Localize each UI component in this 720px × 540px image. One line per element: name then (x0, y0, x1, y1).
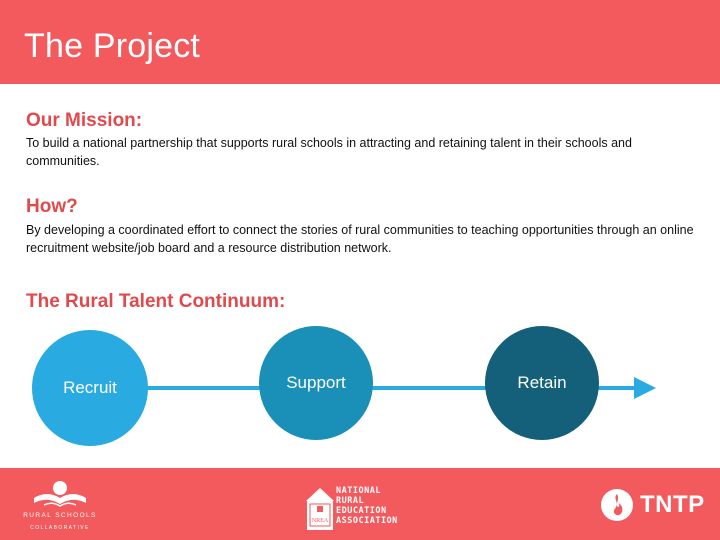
nrea-seal-text: NREA (311, 518, 329, 524)
flame-icon (600, 488, 634, 522)
nrea-line: RURAL (336, 496, 365, 506)
mission-text: To build a national partnership that supports rural schools in attracting and retaining talent in their schools and communities. (26, 136, 632, 168)
continuum-node-label: Support (286, 373, 346, 392)
continuum-node-label: Recruit (63, 378, 117, 397)
continuum-node-recruit (32, 330, 148, 446)
mission-heading: Our Mission: (26, 110, 143, 131)
nrea-wordmark (336, 486, 398, 526)
tntp-logo (600, 488, 710, 524)
how-heading: How? (26, 196, 78, 217)
nrea-line: NATIONAL (336, 486, 381, 496)
continuum-node-retain (485, 326, 599, 440)
book-sun-icon (20, 476, 100, 510)
nrea-logo (306, 486, 426, 534)
talent-continuum-diagram (0, 330, 720, 450)
how-text: By developing a coordinated effort to connect the stories of rural communities to teaching opportunities through an online recruitment website/job board and a resource distribution network. (26, 223, 694, 255)
schoolhouse-icon (306, 486, 334, 532)
rural-schools-logo (20, 476, 100, 536)
continuum-node-label: Retain (517, 373, 567, 392)
continuum-heading: The Rural Talent Continuum: (26, 291, 286, 312)
tntp-wordmark: TNTP (640, 491, 705, 518)
page-title: The Project (24, 27, 201, 65)
nrea-line: ASSOCIATION (336, 516, 398, 526)
rural-schools-line2: COLLABORATIVE (30, 525, 90, 531)
nrea-line: EDUCATION (336, 506, 387, 516)
footer-banner (0, 468, 720, 540)
rural-schools-line1: RURAL SCHOOLS (23, 512, 97, 519)
header-banner (0, 0, 720, 84)
continuum-node-support (259, 326, 373, 440)
continuum-arrowhead (634, 377, 656, 399)
